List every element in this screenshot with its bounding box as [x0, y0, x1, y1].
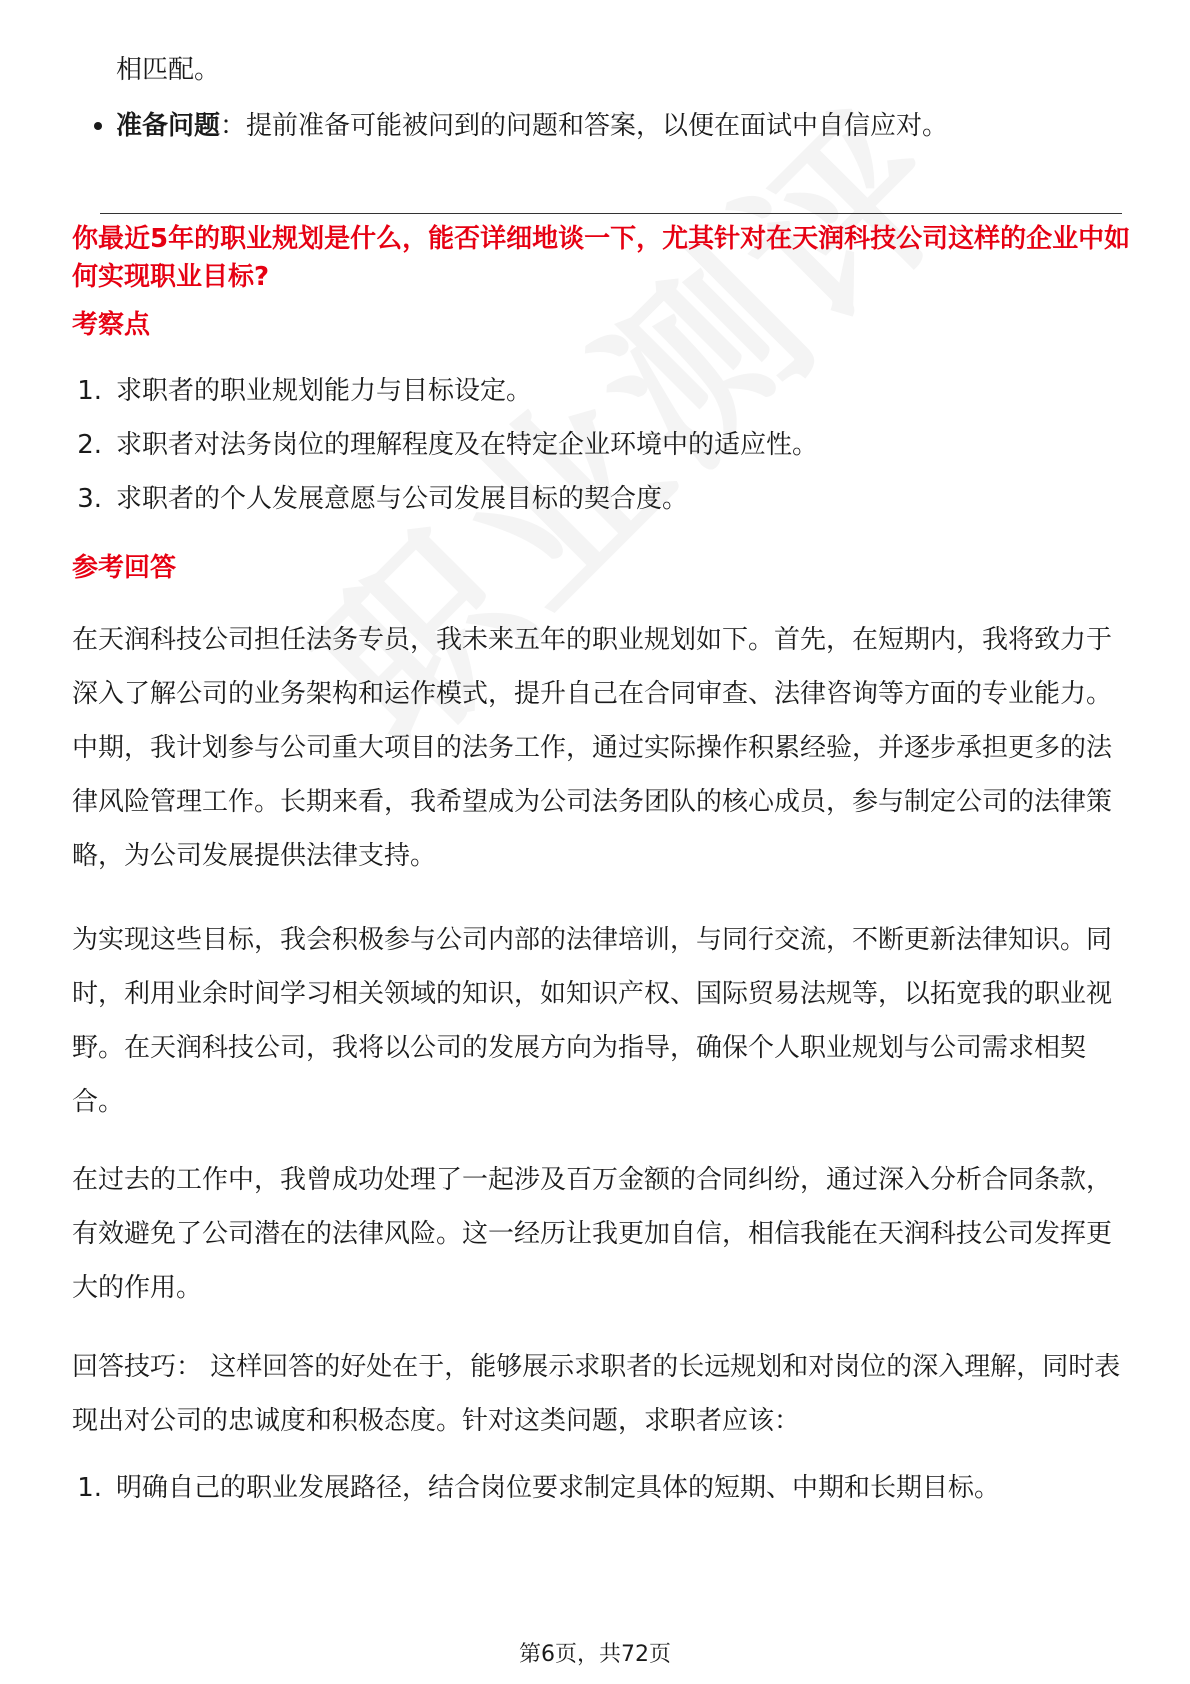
section-divider: [100, 213, 1122, 214]
bullet-item: [116, 108, 948, 144]
continuation-text: 相匹配。: [116, 55, 221, 85]
bullet-text: ：提前准备可能被问到的问题和答案，以便在面试中自信应对。: [220, 111, 949, 141]
focus-item-number: 3.: [77, 484, 102, 514]
focus-item-text: 求职者的职业规划能力与目标设定。: [116, 376, 533, 406]
answer-tips-paragraph: 回答技巧： 这样回答的好处在于，能够展示求职者的长远规划和对岗位的深入理解，同时表现出对公司的忠诚度和积极态度。针对这类问题，求职者应该：: [72, 1352, 1121, 1436]
focus-item-number: 1.: [77, 376, 102, 406]
answer-paragraph: 在天润科技公司担任法务专员，我未来五年的职业规划如下。首先，在短期内，我将致力于深入了解公司的业务架构和运作模式，提升自己在合同审查、法律咨询等方面的专业能力。中期，我计划参与公司重大项目的法务工作，通过实际操作积累经验，并逐步承担更多的法律风险管理工作。长期来看，我希望成为公司法务团队的核心成员，参与制定公司的法律策略，为公司发展提供法律支持。: [72, 625, 1113, 871]
focus-heading: 考察点: [72, 310, 151, 340]
answer-paragraph: 在过去的工作中，我曾成功处理了一起涉及百万金额的合同纠纷，通过深入分析合同条款，有效避免了公司潜在的法律风险。这一经历让我更加自信，相信我能在天润科技公司发挥更大的作用。: [72, 1165, 1113, 1303]
bullet-dot: [94, 122, 102, 130]
page-number-footer: 第6页，共72页: [519, 1642, 671, 1667]
focus-item-text: 求职者的个人发展意愿与公司发展目标的契合度。: [116, 484, 689, 514]
focus-item-number: 2.: [77, 430, 102, 460]
tips-item-number: 1.: [77, 1473, 102, 1503]
focus-item-text: 求职者对法务岗位的理解程度及在特定企业环境中的适应性。: [116, 430, 819, 460]
answer-paragraph: 为实现这些目标，我会积极参与公司内部的法律培训，与同行交流，不断更新法律知识。同时，利用业余时间学习相关领域的知识，如知识产权、国际贸易法规等，以拓宽我的职业视野。在天润科技公司，我将以公司的发展方向为指导，确保个人职业规划与公司需求相契合。: [72, 925, 1113, 1117]
bullet-term: 准备问题: [116, 111, 221, 141]
answer-heading: 参考回答: [72, 553, 177, 583]
interview-question: 你最近5年的职业规划是什么，能否详细地谈一下，尤其针对在天润科技公司这样的企业中如何实现职业目标?: [72, 224, 1131, 292]
tips-item-text: 明确自己的职业发展路径，结合岗位要求制定具体的短期、中期和长期目标。: [116, 1473, 1001, 1503]
